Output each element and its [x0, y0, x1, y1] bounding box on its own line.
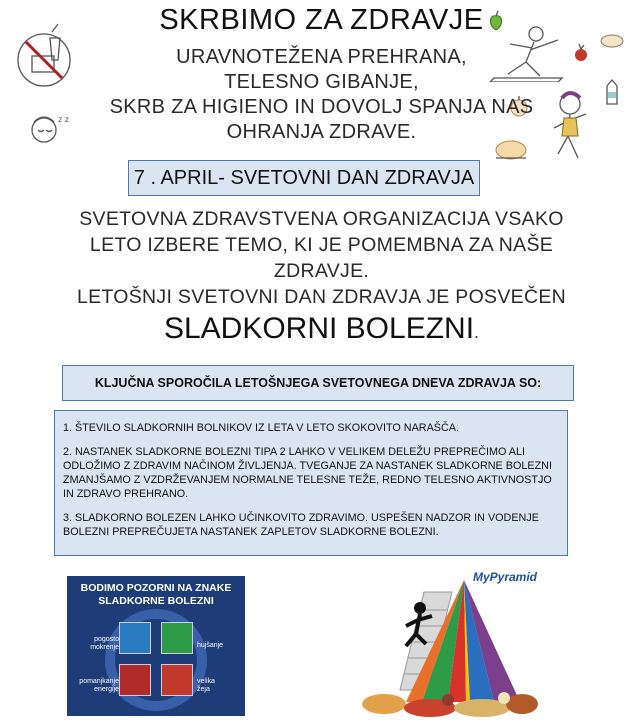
poster-heading-line-1: BODIMO POZORNI NA ZNAKE: [80, 582, 232, 594]
theme-heading: [0, 312, 643, 346]
svg-text:z z: z z: [58, 115, 69, 124]
theme-end: .: [474, 322, 480, 342]
theme-text: SLADKORNI BOLEZNI: [163, 312, 475, 345]
pyramid-graphic: [344, 572, 539, 718]
message-item-1: 1. ŠTEVILO SLADKORNIH BOLNIKOV IZ LETA V LETO SKOKOVITO NARAŠČA.: [63, 422, 460, 434]
frequent-urination-icon: [119, 622, 151, 654]
key-messages-heading-text: KLJUČNA SPOROČILA LETOŠNJEGA SVETOVNEGA DNEVA ZDRAVJA SO:: [94, 376, 542, 390]
intro-line-1: SVETOVNA ZDRAVSTVENA ORGANIZACIJA VSAKO: [79, 208, 564, 230]
header-line-1: URAVNOTEŽENA PREHRANA,: [176, 46, 467, 68]
sign-label-1: pogosto mokrenje: [90, 636, 119, 651]
date-box: [128, 160, 480, 196]
mypyramid-logo: MyPyramid: [472, 570, 537, 584]
sign-label-3: pomanjkanje energije: [79, 678, 119, 693]
thirst-icon: [161, 664, 193, 696]
message-item-3: 3. SLADKORNO BOLEZEN LAHKO UČINKOVITO ZDRAVIMO. USPEŠEN NADZOR IN VODENJE BOLEZNI PREPREČUJETA NASTANEK ZAPLETOV SLADKORNE BOLEZNI.: [63, 512, 539, 538]
intro-line-4: LETOŠNJI SVETOVNI DAN ZDRAVJA JE POSVEČEN: [76, 286, 567, 308]
date-box-text: 7 . APRIL- SVETOVNI DAN ZDRAVJA: [133, 166, 475, 189]
mypyramid-illustration: [344, 572, 539, 718]
message-item-2: 2. NASTANEK SLADKORNE BOLEZNI TIPA 2 LAHKO V VELIKEM DELEŽU PREPREČIMO ALI ODLOŽIMO Z ZDRAVIM NAČINOM ŽIVLJENJA. TVEGANJE ZA NASTANEK SLADKORNE BOLEZNI ZMANJŠAMO Z VZDRŽEVANJEM NORMALNE TELESNE TEŽE, REDNO TELESNO AKTIVNOSTJO IN ZDRAVO PREHRANO.: [63, 446, 552, 500]
header-line-2: TELESNO GIBANJE,: [224, 71, 419, 93]
low-energy-icon: [119, 664, 151, 696]
sign-label-2: hujšanje: [197, 642, 224, 649]
page-title: SKRBIMO ZA ZDRAVJE: [159, 4, 484, 36]
key-messages-list: [54, 410, 568, 556]
sign-label-4: velika žeja: [197, 678, 215, 693]
header-line-3: SKRB ZA HIGIENO IN DOVOLJ SPANJA NAS: [109, 96, 534, 118]
intro-line-3: ZDRAVJE.: [273, 260, 370, 282]
poster-heading-line-2: SLADKORNE BOLEZNI: [98, 595, 214, 607]
weight-loss-icon: [161, 622, 193, 654]
intro-line-2: LETO IZBERE TEMO, KI JE POMEMBNA ZA NAŠE: [89, 234, 554, 256]
header-line-4: OHRANJA ZDRAVE.: [226, 121, 417, 143]
key-messages-heading: [62, 365, 574, 401]
diabetes-signs-poster: [67, 576, 245, 716]
